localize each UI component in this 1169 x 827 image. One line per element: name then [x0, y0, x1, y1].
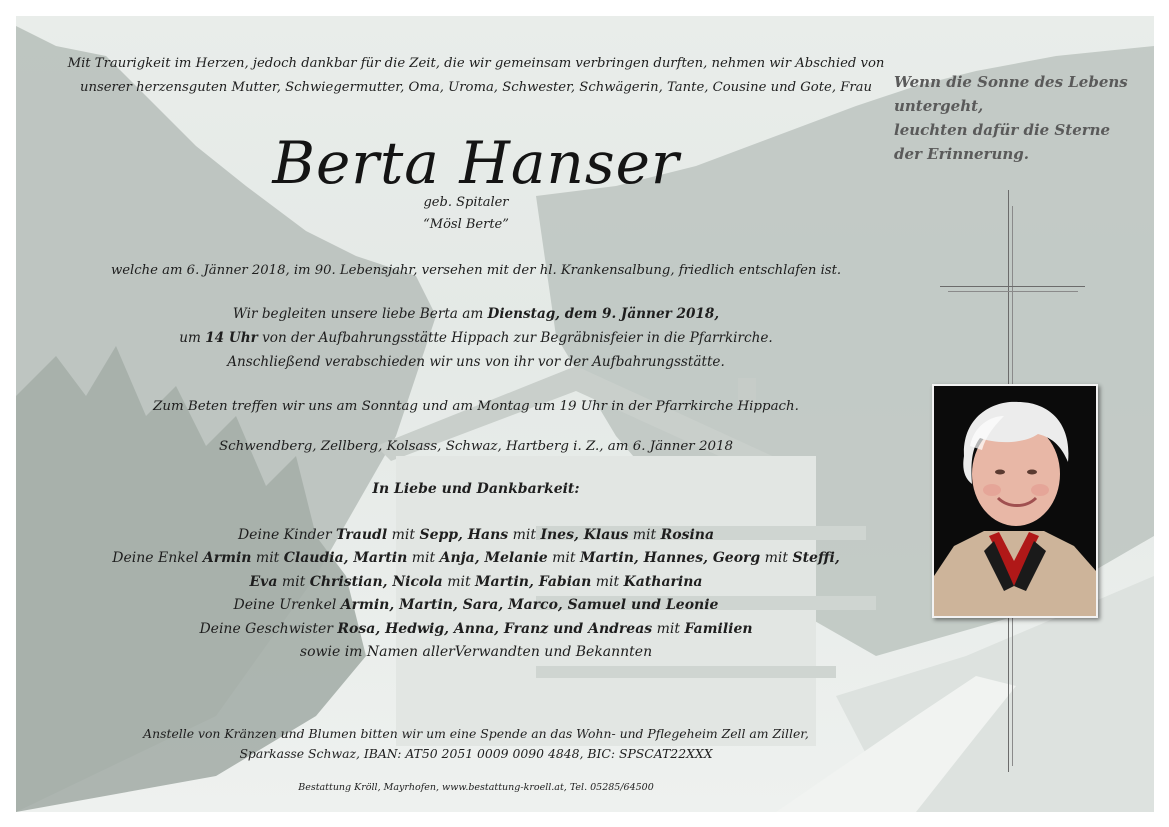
family-names: Claudia, Martin	[283, 550, 408, 567]
family-word: mit	[407, 550, 440, 567]
family-names: Christian, Nicola	[309, 573, 443, 590]
funeral-text: um	[179, 330, 206, 346]
great-grandchildren-line	[56, 594, 896, 617]
children-line	[56, 524, 896, 547]
family-names: Familien	[684, 620, 753, 637]
family-list	[56, 524, 896, 664]
family-names: Martin, Hannes, Georg	[579, 550, 761, 567]
family-names: Martin, Fabian	[475, 573, 592, 590]
grandchildren-line-1	[56, 547, 896, 570]
family-word: mit	[591, 573, 624, 590]
quote-line-4: der Erinnerung.	[894, 145, 1029, 163]
closing-line: sowie im Namen allerVerwandten und Bekannten	[299, 644, 653, 661]
family-word: mit	[387, 527, 420, 543]
family-names: Armin	[202, 550, 252, 567]
house-balcony-3	[536, 666, 836, 678]
family-prefix: Deine Urenkel	[233, 597, 341, 614]
family-prefix: Deine Kinder	[237, 527, 337, 543]
portrait-illustration	[934, 386, 1096, 616]
family-word: mit	[508, 527, 541, 543]
quote-line-2: untergeht,	[894, 97, 984, 115]
funeral-text: von der Aufbahrungsstätte Hippach zur Begräbnisfeier in die Pfarrkirche.	[257, 330, 773, 346]
donation-line-2: Sparkasse Schwaz, IBAN: AT50 2051 0009 0090 4848, BIC: SPSCAT22XXX	[239, 746, 713, 761]
funeral-info	[96, 302, 856, 374]
family-names: Anja, Melanie	[439, 550, 548, 567]
family-names: Rosina	[660, 527, 715, 543]
family-names: Rosa, Hedwig, Anna, Franz und Andreas	[337, 620, 653, 637]
family-names: Traudl	[336, 527, 388, 543]
intro-line-1: Mit Traurigkeit im Herzen, jedoch dankbar für die Zeit, die wir gemeinsam verbringen durften, nehmen wir Abschied von	[67, 56, 885, 71]
memorial-quote	[894, 70, 1144, 166]
obituary-card	[16, 16, 1154, 812]
family-names: Armin, Martin, Sara, Marco, Samuel und Leonie	[340, 597, 719, 614]
funeral-time: 14 Uhr	[205, 330, 258, 346]
nickname: “Mösl Berte”	[423, 217, 509, 232]
prayer-info: Zum Beten treffen wir uns am Sonntag und am Montag um 19 Uhr in der Pfarrkirche Hippach.	[153, 399, 799, 414]
birth-name: geb. Spitaler	[423, 195, 509, 210]
family-word: mit	[251, 550, 284, 567]
family-names: Katharina	[623, 573, 703, 590]
family-names: Steffi,	[792, 550, 840, 567]
family-names: Sepp, Hans	[419, 527, 509, 543]
quote-line-3: leuchten dafür die Sterne	[894, 121, 1111, 139]
siblings-line	[56, 618, 896, 641]
donation-line-1: Anstelle von Kränzen und Blumen bitten wir um eine Spende an das Wohn- und Pflegeheim Zell am Ziller,	[143, 726, 809, 741]
name-details	[316, 192, 616, 236]
undertaker-info: Bestattung Kröll, Mayrhofen, www.bestattung-kroell.at, Tel. 05285/64500	[298, 782, 654, 793]
family-prefix: Deine Enkel	[112, 550, 203, 567]
family-word: mit	[628, 527, 661, 543]
portrait-photo	[932, 384, 1098, 618]
quote-line-1: Wenn die Sonne des Lebens	[894, 73, 1128, 91]
places-date: Schwendberg, Zellberg, Kolsass, Schwaz, Hartberg i. Z., am 6. Jänner 2018	[218, 439, 734, 454]
family-word: mit	[760, 550, 793, 567]
donation-request	[96, 724, 856, 764]
intro-text	[56, 52, 896, 100]
death-notice: welche am 6. Jänner 2018, im 90. Lebensjahr, versehen mit der hl. Krankensalbung, friedlich entschlafen ist.	[110, 263, 842, 278]
deceased-name: Berta Hanser	[272, 129, 680, 197]
family-word: mit	[442, 573, 476, 590]
funeral-date: Dienstag, dem 9. Jänner 2018,	[487, 306, 720, 322]
family-names: Eva	[249, 573, 278, 590]
grandchildren-line-2	[56, 571, 896, 594]
funeral-line-2	[96, 326, 856, 350]
family-word: mit	[277, 573, 310, 590]
funeral-text: Wir begleiten unsere liebe Berta am	[232, 306, 488, 322]
cross-horizontal-line	[948, 291, 1078, 292]
family-word: mit	[547, 550, 580, 567]
funeral-line-1	[96, 302, 856, 326]
family-word: mit	[652, 620, 685, 637]
cross-horizontal-line	[940, 286, 1085, 287]
family-prefix: Deine Geschwister	[199, 620, 338, 637]
love-heading: In Liebe und Dankbarkeit:	[372, 481, 580, 497]
family-names: Ines, Klaus	[540, 527, 629, 543]
funeral-line-3: Anschließend verabschieden wir uns von ihr vor der Aufbahrungsstätte.	[227, 354, 725, 370]
intro-line-2: unserer herzensguten Mutter, Schwiegermutter, Oma, Uroma, Schwester, Schwägerin, Tante, Cousine und Gote, Frau	[79, 80, 873, 95]
